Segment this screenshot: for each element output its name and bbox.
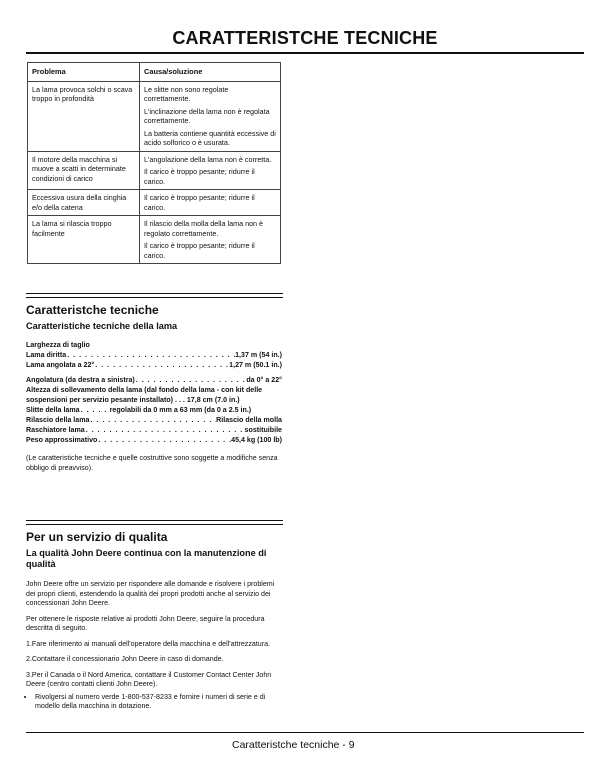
- footer-divider: [26, 732, 584, 733]
- section-divider: [26, 293, 283, 298]
- cut-width-label: Larghezza di taglio: [26, 341, 90, 349]
- spec-value: sostituibile: [244, 426, 282, 434]
- lift-height-spec: Altezza di sollevamento della lama (dal fondo della lama - con kit delle sospensioni per servizio pesante installato) . . . 17,8 cm (7.0 in.): [26, 386, 263, 404]
- spec-label: Rilascio della lama: [26, 416, 90, 424]
- problem-cell: Eccessiva usura della cinghia e/o della catena: [28, 190, 140, 216]
- cause-text: L'inclinazione della lama non è regolata correttamente.: [144, 106, 270, 125]
- cause-text: Il rilascio della molla della lama non è regolato correttamente.: [144, 219, 264, 238]
- problem-cell: Il motore della macchina si muove a scatti in determinate condizioni di carico: [28, 151, 140, 190]
- step: 3.Per il Canada o il Nord America, contattare il Customer Contact Center John Deere (centro contatti clienti John Deere).: [26, 670, 272, 688]
- table-row: [28, 216, 281, 264]
- spec-label: Slitte della lama: [26, 406, 80, 414]
- cause-cell: [140, 151, 281, 190]
- cause-text: Le slitte non sono regolate correttamente.: [144, 84, 229, 103]
- step: 1.Fare riferimento ai manuali dell'operatore della macchina e dell'attrezzatura.: [26, 639, 271, 648]
- table-row: [28, 190, 281, 216]
- spec-line: [26, 415, 282, 425]
- header-divider: [26, 52, 584, 54]
- service-heading: Per un servizio di qualita: [26, 530, 168, 544]
- cause-cell: [140, 81, 281, 151]
- section-divider: [26, 520, 283, 525]
- spec-value: Rilascio della molla: [216, 416, 282, 424]
- service-body: [26, 580, 282, 712]
- spec-value: regolabili da 0 mm a 63 mm (da 0 a 2.5 in.): [109, 406, 252, 414]
- spec-line: [26, 350, 282, 360]
- spec-value: 1,27 m (50.1 in.): [229, 361, 282, 369]
- bullet-item: • Rivolgersi al numero verde 1-800-537-8233 e fornire i numeri di serie e di modello della macchina in dotazione.: [35, 693, 282, 712]
- spec-line: [26, 360, 282, 370]
- spec-label: Peso approssimativo: [26, 436, 98, 444]
- cause-text: Il carico è troppo pesante; ridurre il carico.: [144, 241, 255, 260]
- spec-label: Lama diritta: [26, 351, 67, 359]
- page-title: CARATTERISTCHE TECNICHE: [172, 28, 438, 48]
- service-subheading: La qualità John Deere continua con la manutenzione di qualità: [26, 548, 267, 569]
- table-row: [28, 151, 281, 190]
- spec-value: 1,37 m (54 in.): [235, 351, 282, 359]
- dot-leader: [85, 425, 245, 435]
- spec-label: Angolatura (da destra a sinistra): [26, 376, 135, 384]
- spec-line: [26, 425, 282, 435]
- dot-leader: [80, 405, 110, 415]
- problem-cell: La lama provoca solchi o scava troppo in profondità: [28, 81, 140, 151]
- dot-leader: [66, 350, 235, 360]
- spec-line: [26, 435, 282, 445]
- cause-text: Il carico è troppo pesante; ridurre il carico.: [144, 193, 255, 212]
- problem-cell: La lama si rilascia troppo facilmente: [28, 216, 140, 264]
- paragraph: John Deere offre un servizio per rispondere alle domande e risolvere i problemi dei propri clienti, estendendo la qualità dei propri prodotti anche al servizio dei concessionari John Deere.: [26, 580, 275, 607]
- spec-label: Raschiatore lama: [26, 426, 85, 434]
- spec-line: [26, 375, 282, 385]
- paragraph: Per ottenere le risposte relative ai prodotti John Deere, seguire la procedura descritta di seguito.: [26, 614, 265, 632]
- cause-cell: [140, 190, 281, 216]
- cause-text: La batteria contiene quantità eccessive di acido solforico o è usurata.: [144, 128, 276, 147]
- specs-heading: Caratteristche tecniche: [26, 303, 159, 317]
- dot-leader: [89, 415, 216, 425]
- cause-text: Il carico è troppo pesante; ridurre il carico.: [144, 167, 255, 186]
- spec-value: da 0° a 22°: [246, 376, 282, 384]
- spec-label: Lama angolata a 22°: [26, 361, 95, 369]
- specs-subheading: Caratteristiche tecniche della lama: [26, 321, 178, 331]
- troubleshooting-table: [27, 62, 281, 264]
- dot-leader: [135, 375, 247, 385]
- column-header-cause: Causa/soluzione: [140, 63, 281, 82]
- spec-value: 45,4 kg (100 lb): [231, 436, 282, 444]
- bullet-list: [26, 693, 282, 712]
- table-row: [28, 81, 281, 151]
- cause-cell: [140, 216, 281, 264]
- page-footer: Caratteristche tecniche - 9: [232, 739, 355, 751]
- dot-leader: [97, 435, 231, 445]
- cause-text: L'angolazione della lama non è corretta.: [144, 154, 272, 164]
- table-header-row: [28, 63, 281, 82]
- column-header-problem: Problema: [28, 63, 140, 82]
- specs-list: [26, 340, 282, 473]
- spec-line: [26, 405, 282, 415]
- dot-leader: [94, 360, 229, 370]
- step: 2.Contattare il concessionario John Deere in caso di domande.: [26, 655, 224, 663]
- specs-note: (Le caratteristiche tecniche e quelle costruttive sono soggette a modifiche senza obbligo di preavviso).: [26, 454, 278, 472]
